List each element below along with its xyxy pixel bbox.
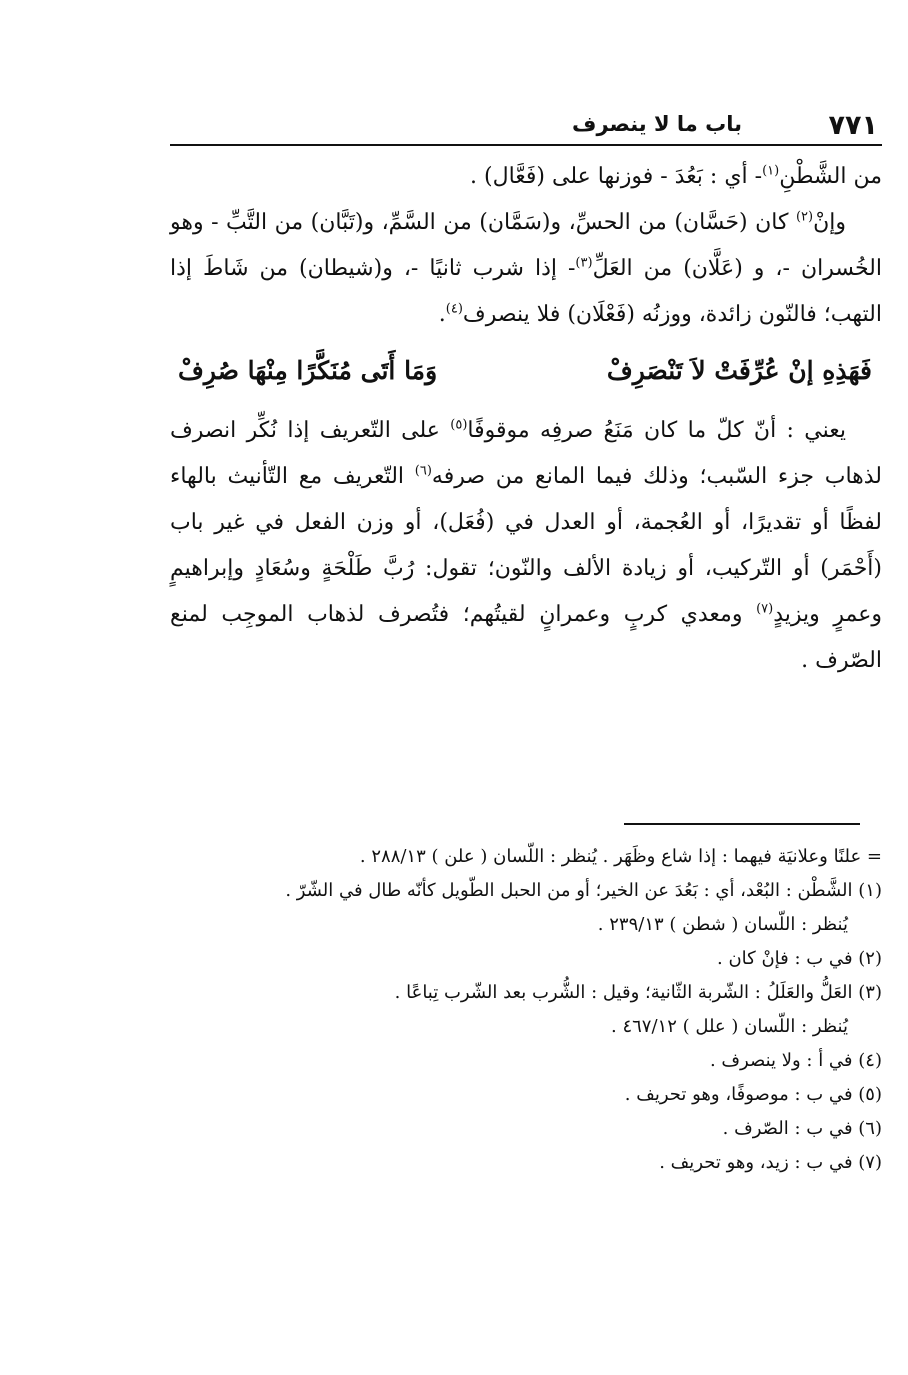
text-run: - إذا شرب ثانيًا -، و(شيطان) من شَاطَ إذا التهب؛ فالنّون زائدة، ووزنُه (فَعْلَان) فلا ينصرف [170, 256, 882, 327]
verse-gap [492, 344, 552, 398]
verse-second-hemistich: وَمَا أَتَى مُنَكَّرًا مِنْهَا صُرِفْ [178, 356, 438, 385]
chapter-title: باب ما لا ينصرف [572, 112, 742, 136]
paragraph-3 [170, 408, 882, 684]
text-run: على التّعريف إذا نُكِّر انصرف لذهاب جزء السّبب؛ وذلك فيما المانع من صرفه [170, 418, 882, 489]
footnote-ref-5[interactable]: (٥) [450, 417, 468, 433]
footnote-separator [624, 823, 860, 825]
footnote-4: (٤) في أ : ولا ينصرف . [709, 1050, 882, 1071]
footnote-3-continued: يُنظر : اللّسان ( علل ) ٤٦٧/١٢ . [611, 1016, 848, 1037]
footnote-ref-2[interactable]: (٢) [795, 209, 814, 225]
text-run: كان (حَسَّان) من الحسِّ، و(سَمَّان) من السَّمِّ، و(تَبَّان) من التَّبِّ - وهو الخُسران -، و (عَلَّان) من العَلِّ [170, 210, 882, 281]
verse-line [170, 344, 882, 398]
paragraph-2 [170, 200, 882, 338]
main-text [170, 154, 882, 684]
text-run: التّعريف مع التّأنيث بالهاء لفظًا أو تقديرًا، أو العُجمة، أو العدل في (فُعَل)، أو وزن الفعل في غير باب (أَحْمَر) أو التّركيب، أو زيادة الألف والنّون؛ تقول: رُبَّ طَلْحَةٍ وسُعَادٍ وإبراهيمٍ وعمرٍ ويزيدٍ [170, 464, 883, 627]
running-header [170, 108, 882, 144]
verse-first-hemistich: فَهَذِهِ إنْ عُرِّفَتْ لاَ تَنْصَرِفْ [606, 356, 872, 385]
text-run: . [438, 302, 446, 327]
text-run: يعني : أنّ كلّ ما كان مَنَعُ صرفِه موقوفًا [467, 418, 847, 443]
footnotes [190, 840, 882, 1180]
text-run: - أي : بَعُدَ - فوزنها على (فَعَّال) . [470, 164, 763, 189]
header-rule [170, 144, 882, 146]
footnote-ref-1[interactable]: (١) [762, 163, 780, 179]
text-run: ومعدي كربٍ وعمرانٍ لقيتُهم؛ فتُصرف لذهاب الموجِب لمنع الصّرف . [170, 602, 882, 673]
footnote-2: (٢) في ب : فإنْ كان . [717, 948, 882, 969]
footnote-ref-7[interactable]: (٧) [756, 601, 774, 617]
footnote-7: (٧) في ب : زيد، وهو تحريف . [659, 1152, 882, 1173]
footnote-6: (٦) في ب : الصّرف . [722, 1118, 882, 1139]
footnote-1-continued: يُنظر : اللّسان ( شطن ) ٢٣٩/١٣ . [597, 914, 848, 935]
footnote-5: (٥) في ب : موصوفًا، وهو تحريف . [624, 1084, 882, 1105]
text-run: من الشَّطْنِ [779, 164, 882, 189]
footnote-3: (٣) العَلُّ والعَلَلُ : الشّربة الثّانية؛ وقيل : الشُّرب بعد الشّرب تِباعًا . [394, 982, 882, 1003]
footnote-1: (١) الشَّطْن : البُعْد، أي : بَعُدَ عن الخير؛ أو من الحبل الطّويل كأنّه طال في الشّرّ . [285, 880, 882, 901]
footnote-continuation: = علنًا وعلانيَة فيهما : إذا شاع وظَهَر . يُنظر : اللّسان ( علن ) ٢٨٨/١٣ . [359, 846, 882, 867]
page-number: ٧٧١ [828, 110, 878, 141]
paragraph-1 [170, 154, 882, 200]
text-run: وإنْ [813, 210, 846, 235]
footnote-ref-3[interactable]: (٣) [575, 255, 593, 271]
footnote-ref-4[interactable]: (٤) [445, 301, 463, 317]
footnote-ref-6[interactable]: (٦) [414, 463, 432, 479]
